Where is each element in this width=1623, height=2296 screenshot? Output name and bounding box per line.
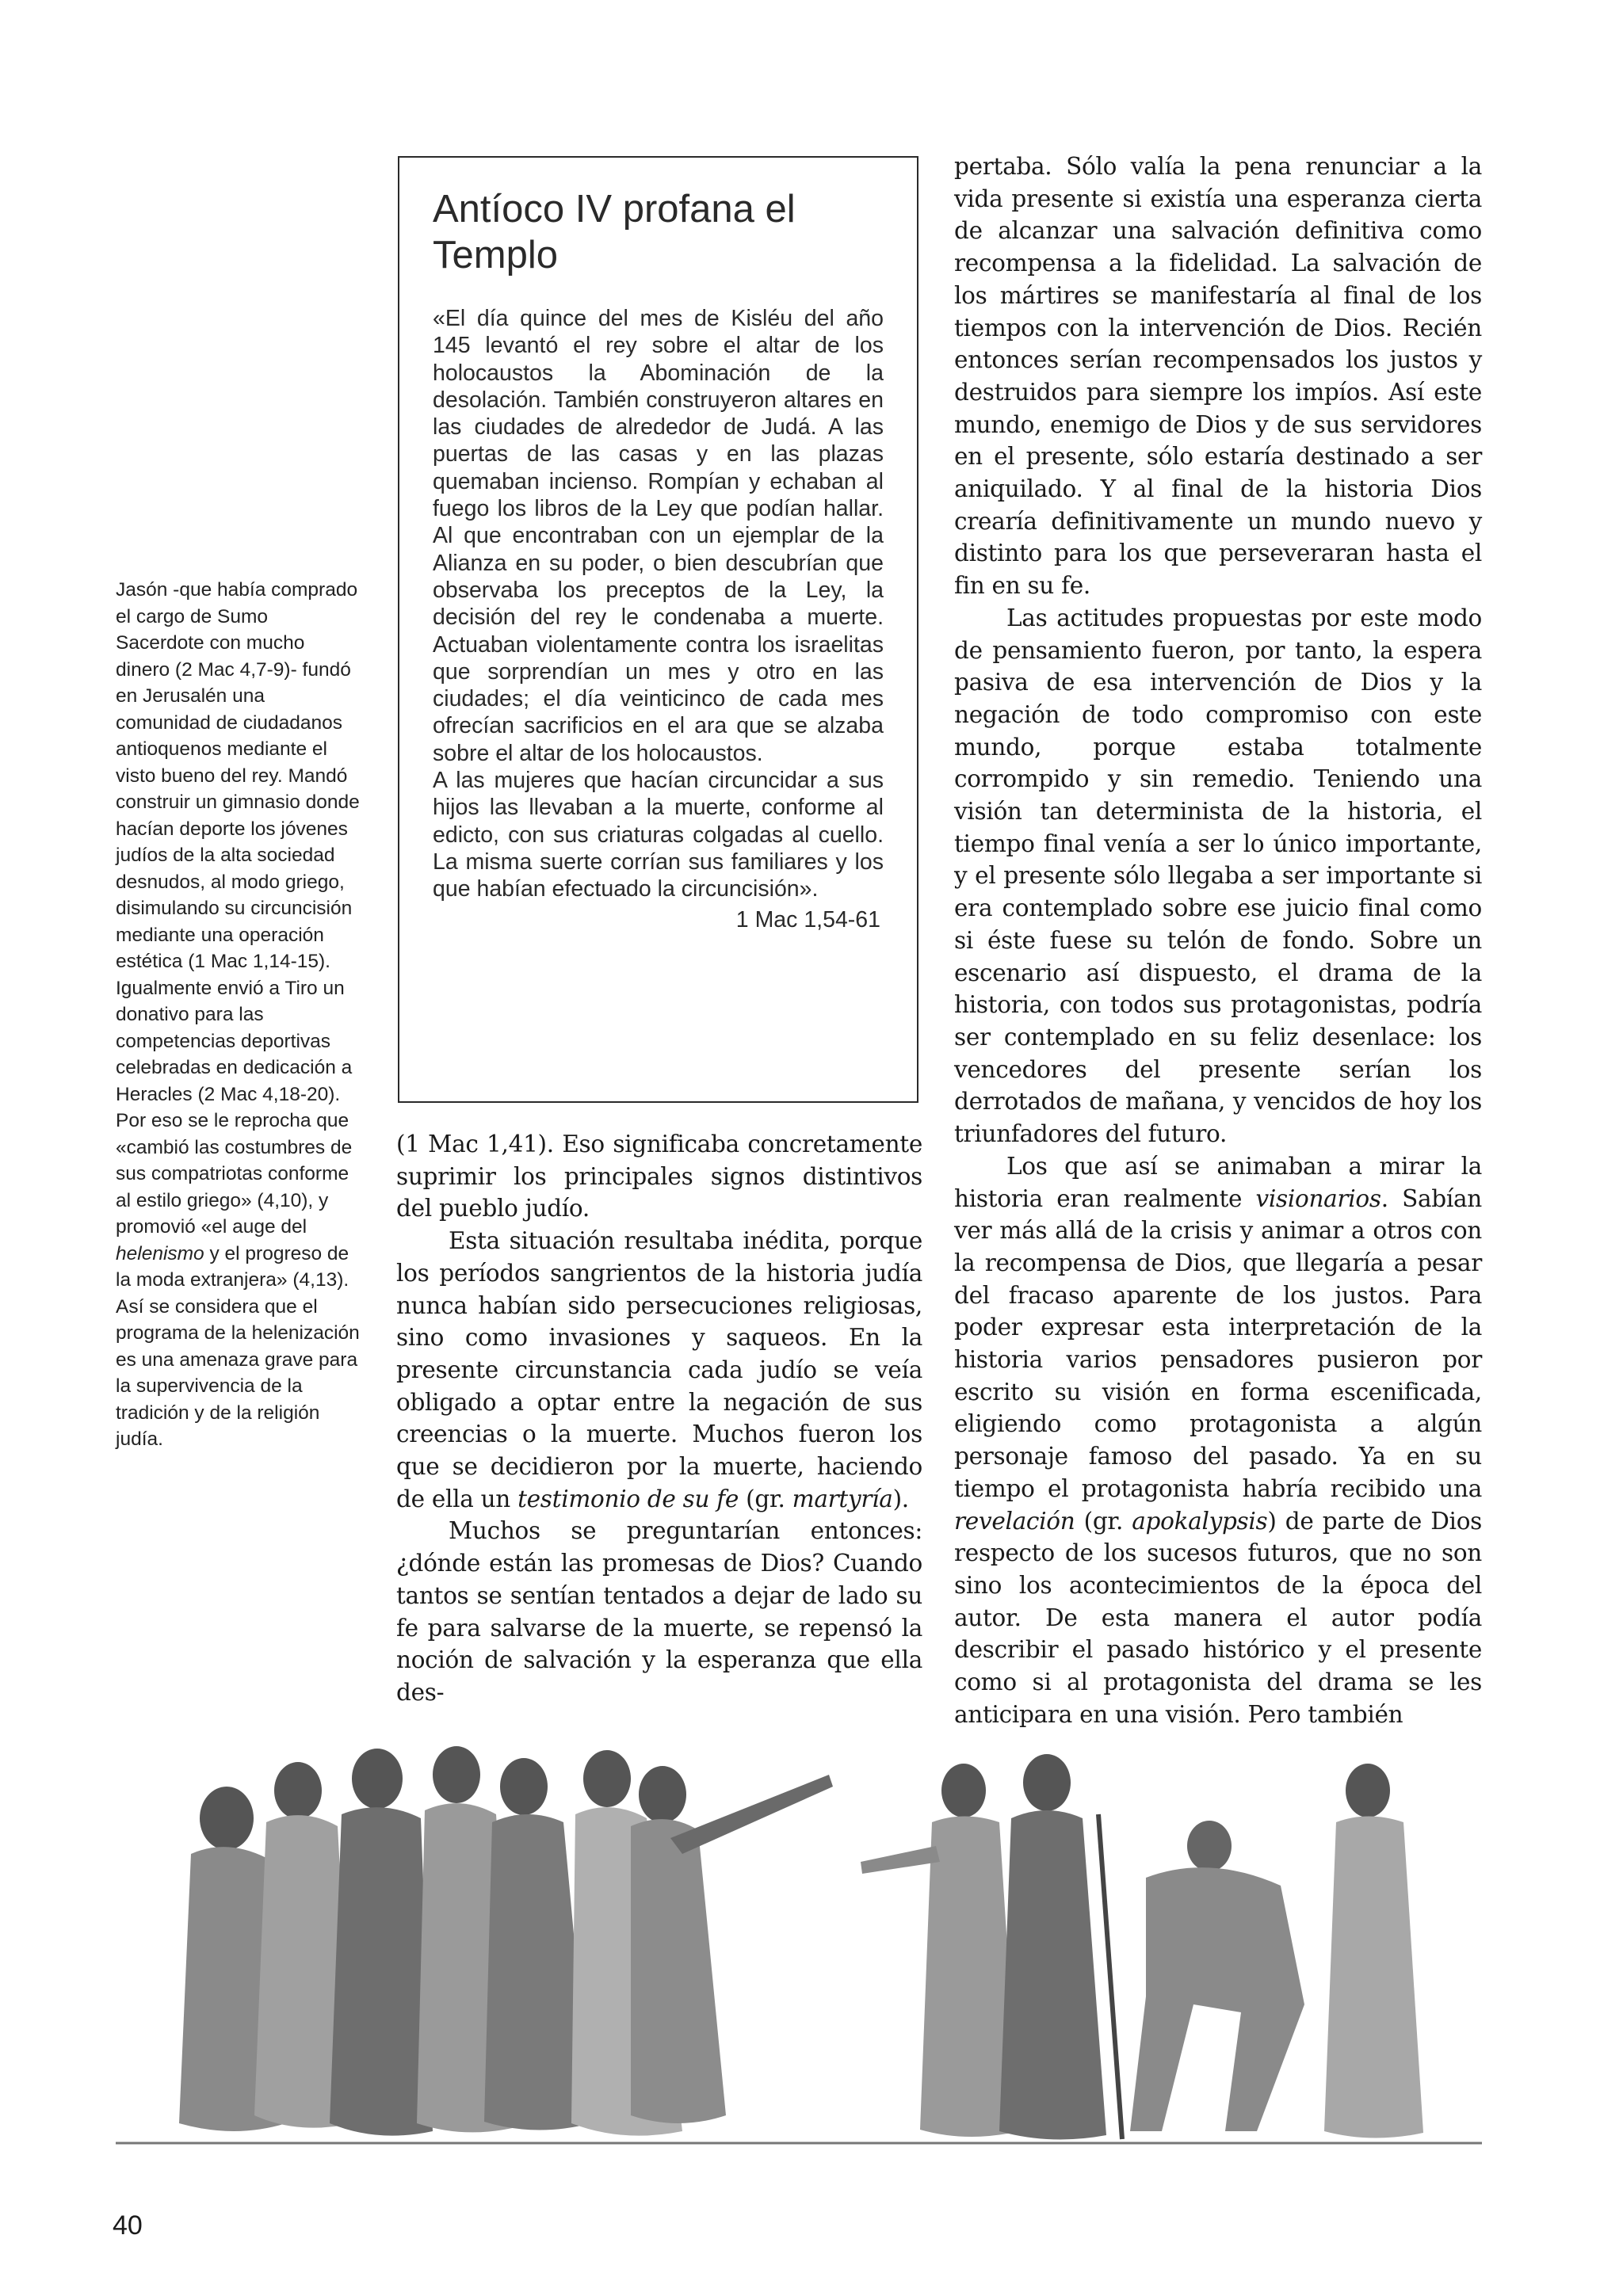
right-p3-text-b: . Sabían ver más allá de la crisis y animar a otros con la recompensa de Dios, que llegaría a pesar del fracaso aparente de los justos. Para poder expresar esta interpretación de la historia varios pensadores pusieron por escrito su visión en forma escenificada, eligiendo como protagonista a algún personaje famoso del pasado. Ya en su tiempo el protagonista habría recibido una [954,1184,1483,1502]
sidebar-p2-text-a: Por eso se le reprocha que «cambió las costumbres de sus compatriotas conforme al estilo griego» (4,10), y promovió «el auge del [116,1110,353,1238]
right-paragraph-2: Las actitudes propuestas por este modo de pensamiento fueron, por tanto, la espera pasiva de esa intervención de Dios y la negación de todo compromiso con este mundo, porque estaba totalmente corrompido y sin remedio. Teniendo una visión tan determinista de la historia, el tiempo final venía a ser lo único importante, y el presente sólo llegaba a ser importante si era contemplado sobre ese juicio final como si éste fuese su telón de fondo. Sobre un escenario así dispuesto, el drama de la historia, con todos sus protagonistas, podría ser contemplado en su feliz desenlace: los vencedores del presente serían los derrotados de mañana, y vencidos de hoy los triunfadores del futuro. [954,604,1482,1148]
left-figure-group [179,1746,833,2136]
right-p3-emphasis-1: visionarios [1255,1184,1381,1212]
quote-box [398,156,918,1103]
page-number: 40 [113,2210,143,2241]
right-figure-group [861,1754,1423,2139]
sidebar-paragraph-2 [116,1108,361,1453]
sidebar-p2-text-b: y el progreso de la moda extranjera» (4,13). Así se considera que el programa de la helenización es una amenaza grave para la supervivencia de la tradición y de la religión judía. [116,1242,360,1450]
middle-p2-text-c: ). [892,1485,909,1512]
middle-paragraph-3: Muchos se preguntarían entonces: ¿dónde están las promesas de Dios? Cuando tantos se sentían tentados a dejar de lado su fe para salvarse de la muerte, se repensó la noción de salvación y la esperanza que ella des- [396,1517,922,1706]
right-p3-text-c: (gr. [1075,1507,1132,1535]
middle-p2-text-b: (gr. [739,1485,792,1512]
quote-text [433,305,884,903]
sidebar-paragraph-1: Jasón -que había comprado el cargo de Sumo Sacerdote con mucho dinero (2 Mac 4,7-9)- fundó en Jerusalén una comunidad de ciudadanos antioquenos mediante el visto bueno del rey. Mandó construir un gimnasio donde hacían deporte los jóvenes judíos de la alta sociedad desnudos, al modo griego, disimulando su circuncisión mediante una operación estética (1 Mac 1,14-15). Igualmente envió a Tiro un donativo para las competencias deportivas celebradas en dedicación a Heracles (2 Mac 4,18-20). [116,579,360,1105]
middle-p2-text-a: Esta situación resultaba inédita, porque los períodos sangrientos de la historia judía nunca habían sido persecuciones religiosas, sino como invasiones y saqueos. En la presente circunstancia cada judío se veía obligado a optar entre la negación de sus creencias o la muerte. Muchos fueron los que se decidieron por la muerte, haciendo de ella un [396,1227,922,1512]
right-p3-text-d: ) de parte de Dios respecto de los sucesos futuros, que no son sino los acontecimientos de la época del autor. De esta manera el autor podía describir el pasado histórico y el presente como si al protagonista del drama se les anticipara en una visión. Pero también [954,1507,1482,1728]
middle-p2-emphasis-2: martyría [792,1485,893,1512]
sidebar-note [116,577,361,1453]
middle-paragraph-1: (1 Mac 1,41). Eso significaba concretamente suprimir los principales signos distintivos del pueblo judío. [396,1131,922,1222]
right-p3-emphasis-3: apokalypsis [1132,1507,1268,1535]
quote-paragraph-1: «El día quince del mes de Kisléu del año 145 levantó el rey sobre el altar de los holocaustos la Abominación de la desolación. También construyeron altares en las ciudades de alrededor de Judá. A las puertas de las casas y en las plazas quemaban incienso. Rompían y echaban al fuego los libros de la Ley que podían hallar. Al que encontraban con un ejemplar de la Alianza en su poder, o bien descubrían que observaba los preceptos de la Ley, la decisión del rey le condenaba a muerte. Actuaban violentamente contra los israelitas que sorprendían un mes y otro en las ciudades; el día veinticinco de cada mes ofrecían sacrificios en el ara que se alzaba sobre el altar de los holocaustos. [433,306,884,766]
ancient-figures-illustration [116,1743,1482,2147]
body-column-middle [396,1128,922,1709]
quote-paragraph-2: A las mujeres que hacían circuncidar a sus hijos las llevaban a la muerte, conforme al edicto, con sus criaturas colgadas al cuello. La misma suerte corrían sus familiares y los que habían efectuado la circuncisión». [433,768,884,902]
body-column-right [954,151,1482,1730]
sidebar-p2-emphasis: helenismo [116,1242,204,1264]
middle-paragraph-2 [396,1225,922,1515]
quote-title: Antíoco IV profana el Templo [433,188,796,277]
right-paragraph-1: pertaba. Sólo valía la pena renunciar a la vida presente si existía una esperanza cierta de alcanzar una salvación definitiva como recompensa a la fidelidad. La salvación de los mártires se manifestaría al final de los tiempos con la intervención de Dios. Recién entonces serían recompensados los justos y destruidos para siempre los impíos. Así este mundo, enemigo de Dios y de sus servidores en el presente, sólo estaría destinado a ser aniquilado. Y al final de la historia Dios crearía definitivamente un mundo nuevo y distinto para los que perseveraran hasta el fin en su fe. [954,153,1482,600]
right-paragraph-3 [954,1150,1482,1731]
middle-p2-emphasis-1: testimonio de su fe [517,1485,739,1512]
right-p3-emphasis-2: revelación [954,1507,1075,1535]
quote-source: 1 Mac 1,54-61 [735,906,880,933]
right-p3-text-a: Los que así se animaban a mirar la historia eran realmente [954,1152,1482,1212]
